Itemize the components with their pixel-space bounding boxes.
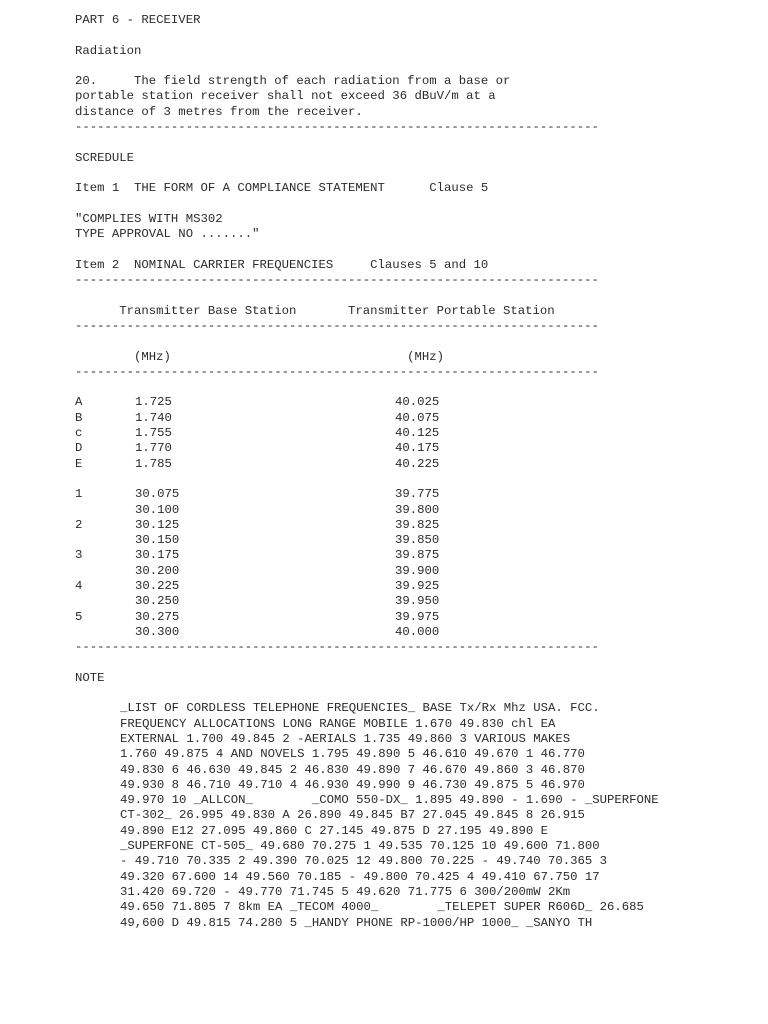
row-label <box>75 625 135 640</box>
item-1-heading: Item 1 THE FORM OF A COMPLIANCE STATEMENT Clause 5 <box>75 181 489 196</box>
portable-frequency: 40.025 <box>395 395 440 410</box>
row-label <box>75 533 135 548</box>
portable-frequency: 40.075 <box>395 410 440 425</box>
base-frequency: 1.770 <box>135 441 172 456</box>
table-units: (MHz) (MHz) <box>75 349 444 364</box>
base-frequency: 30.125 <box>135 517 180 532</box>
compliance-statement-line: TYPE APPROVAL NO ......." <box>75 227 260 242</box>
portable-frequency: 39.925 <box>395 578 440 593</box>
base-frequency: 30.150 <box>135 533 180 548</box>
frequency-table-numbers <box>75 487 755 640</box>
note-line: - 49.710 70.335 2 49.390 70.025 12 49.800 70.225 - 49.740 70.365 3 <box>120 854 608 869</box>
portable-frequency: 39.900 <box>395 563 440 578</box>
table-row <box>75 533 755 548</box>
table-row <box>75 564 755 579</box>
row-label: 3 <box>75 548 83 563</box>
row-label: D <box>75 441 83 456</box>
note-line: 49.970 10 _ALLCON_ _COMO 550-DX_ 1.895 49.890 - 1.690 - _SUPERFONE <box>120 793 659 808</box>
portable-frequency: 40.175 <box>395 441 440 456</box>
row-label: E <box>75 456 83 471</box>
document-page <box>75 13 755 931</box>
table-row <box>75 411 755 426</box>
divider-rule: ----------------------------------------------------------------------- <box>75 640 599 655</box>
portable-frequency: 39.825 <box>395 517 440 532</box>
base-frequency: 30.300 <box>135 624 180 639</box>
divider-rule: ----------------------------------------------------------------------- <box>75 273 599 288</box>
row-label <box>75 564 135 579</box>
table-row <box>75 395 755 410</box>
portable-frequency: 40.000 <box>395 624 440 639</box>
section-heading: Radiation <box>75 43 142 58</box>
row-label: A <box>75 395 83 410</box>
clause-20-line: distance of 3 metres from the receiver. <box>75 104 363 119</box>
table-row <box>75 426 755 441</box>
row-label: B <box>75 410 83 425</box>
note-line: 1.760 49.875 4 AND NOVELS 1.795 49.890 5 46.610 49.670 1 46.770 <box>120 747 585 762</box>
row-label: 4 <box>75 578 83 593</box>
base-frequency: 30.225 <box>135 578 180 593</box>
frequency-table-letters <box>75 395 755 471</box>
base-frequency: 1.740 <box>135 410 172 425</box>
note-line: 49,600 D 49.815 74.280 5 _HANDY PHONE RP-1000/HP 1000_ _SANYO TH <box>120 915 593 930</box>
table-row <box>75 441 755 456</box>
row-label: c <box>75 426 83 441</box>
note-line: 49.930 8 46.710 49.710 4 46.930 49.990 9 46.730 49.875 5 46.970 <box>120 777 585 792</box>
table-row <box>75 548 755 563</box>
row-label <box>75 503 135 518</box>
table-row <box>75 625 755 640</box>
compliance-statement-line: "COMPLIES WITH MS302 <box>75 211 223 226</box>
divider-rule: ----------------------------------------------------------------------- <box>75 364 599 379</box>
note-line: EXTERNAL 1.700 49.845 2 -AERIALS 1.735 49.860 3 VARIOUS MAKES <box>120 731 571 746</box>
note-line: CT-302_ 26.995 49.830 A 26.890 49.845 B7 27.045 49.845 8 26.915 <box>120 808 585 823</box>
divider-rule: ----------------------------------------------------------------------- <box>75 318 599 333</box>
note-line: 31.420 69.720 - 49.770 71.745 5 49.620 71.775 6 300/200mW 2Km <box>120 884 571 899</box>
base-frequency: 1.755 <box>135 426 172 441</box>
table-row <box>75 579 755 594</box>
table-row <box>75 518 755 533</box>
row-label: 2 <box>75 517 83 532</box>
row-label: 1 <box>75 487 83 502</box>
portable-frequency: 40.225 <box>395 456 440 471</box>
base-frequency: 30.100 <box>135 502 180 517</box>
note-body <box>75 701 755 930</box>
clause-20-line: portable station receiver shall not exceed 36 dBuV/m at a <box>75 89 496 104</box>
portable-frequency: 39.800 <box>395 502 440 517</box>
table-row <box>75 503 755 518</box>
base-frequency: 30.250 <box>135 594 180 609</box>
divider-rule: ----------------------------------------------------------------------- <box>75 120 599 135</box>
row-label: 5 <box>75 609 83 624</box>
part-heading: PART 6 - RECEIVER <box>75 13 201 27</box>
table-row <box>75 594 755 609</box>
note-heading: NOTE <box>75 670 105 685</box>
note-line: _LIST OF CORDLESS TELEPHONE FREQUENCIES_ BASE Tx/Rx Mhz USA. FCC. <box>120 701 600 716</box>
table-row <box>75 487 755 502</box>
portable-frequency: 39.775 <box>395 487 440 502</box>
table-row <box>75 457 755 472</box>
base-frequency: 30.075 <box>135 487 180 502</box>
clause-20-line: 20. The field strength of each radiation from a base or <box>75 74 511 89</box>
note-line: _SUPERFONE CT-505_ 49.680 70.275 1 49.535 70.125 10 49.600 71.800 <box>120 839 600 854</box>
note-line: FREQUENCY ALLOCATIONS LONG RANGE MOBILE 1.670 49.830 chl EA <box>120 716 556 731</box>
base-frequency: 1.785 <box>135 456 172 471</box>
table-row <box>75 610 755 625</box>
schedule-heading: SCREDULE <box>75 150 135 165</box>
note-line: 49.320 67.600 14 49.560 70.185 - 49.800 70.425 4 49.410 67.750 17 <box>120 869 600 884</box>
portable-frequency: 39.975 <box>395 609 440 624</box>
note-line: 49.890 E12 27.095 49.860 C 27.145 49.875 D 27.195 49.890 E <box>120 823 549 838</box>
portable-frequency: 40.125 <box>395 426 440 441</box>
portable-frequency: 39.875 <box>395 548 440 563</box>
portable-frequency: 39.850 <box>395 533 440 548</box>
portable-frequency: 39.950 <box>395 594 440 609</box>
base-frequency: 30.175 <box>135 548 180 563</box>
base-frequency: 1.725 <box>135 395 172 410</box>
note-line: 49.650 71.805 7 8km EA _TECOM 4000_ _TELEPET SUPER R606D_ 26.685 <box>120 900 644 915</box>
row-label <box>75 594 135 609</box>
table-header: Transmitter Base Station Transmitter Portable Station <box>75 303 555 318</box>
item-2-heading: Item 2 NOMINAL CARRIER FREQUENCIES Clauses 5 and 10 <box>75 257 489 272</box>
note-line: 49.830 6 46.630 49.845 2 46.830 49.890 7 46.670 49.860 3 46.870 <box>120 762 585 777</box>
base-frequency: 30.200 <box>135 563 180 578</box>
base-frequency: 30.275 <box>135 609 180 624</box>
